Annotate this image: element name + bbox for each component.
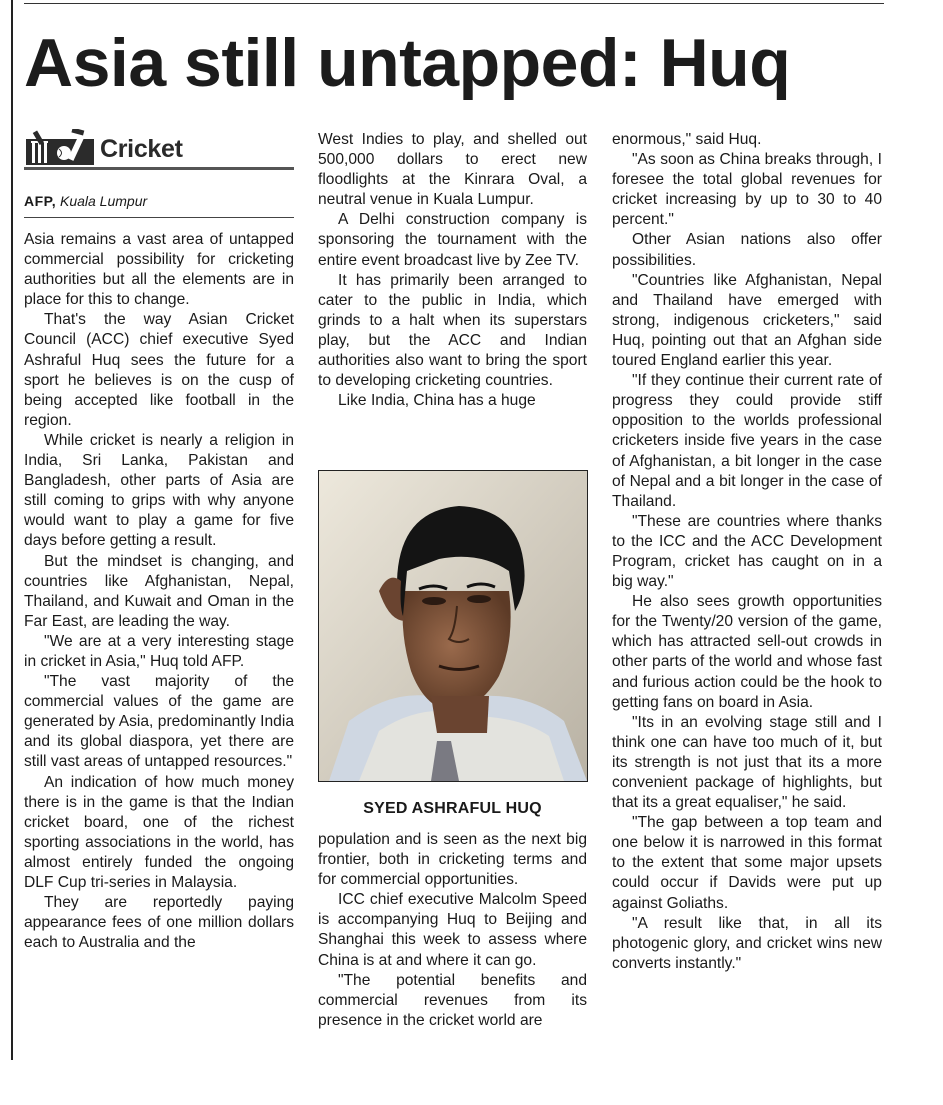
paragraph: ICC chief executive Malcolm Speed is accompanying Huq to Beijing and Shanghai this week to assess where China is at and where it can go.	[318, 891, 587, 969]
section-label: Cricket	[100, 135, 183, 163]
top-rule	[24, 3, 884, 4]
paragraph: But the mindset is changing, and countries like Afghanistan, Nepal, Thailand, and Kuwait and Oman in the Far East, are leading the way.	[24, 552, 294, 630]
dateline-rule	[24, 217, 294, 218]
cricket-bat-ball-stumps-icon	[26, 129, 96, 167]
paragraph: "These are countries where thanks to the ICC and the ACC Development Program, cricket has caught on in a big way."	[612, 512, 882, 591]
paragraph: An indication of how much money there is in the game is that the Indian cricket board, one of the richest sporting associations in the world, has almost entirely funded the ongoing DLF Cup tri-series in Malaysia.	[24, 773, 294, 891]
paragraph: "A result like that, in all its photogenic glory, and cricket wins new converts instantly."	[612, 914, 882, 972]
paragraph: It has primarily been arranged to cater to the public in India, which grinds to a halt when its superstars play, but the ACC and Indian authorities also want to bring the sport to developing cricketing countries.	[318, 271, 587, 390]
paragraph: "As soon as China breaks through, I foresee the total global revenues for cricket increasing by up to 30 to 40 percent."	[612, 151, 882, 229]
paragraph: "The potential benefits and commercial revenues from its presence in the cricket world are	[318, 971, 587, 1029]
article-column-3	[612, 130, 882, 974]
section-header	[24, 127, 294, 169]
paragraph: enormous," said Huq.	[612, 131, 762, 148]
paragraph: They are reportedly paying appearance fees of one million dollars each to Australia and the	[24, 894, 294, 952]
paragraph: "Its in an evolving stage still and I think one can have too much of it, but its strength is not just that its a more convenient package of highlights, but that its a great equaliser," he said.	[612, 713, 882, 812]
article-column-1	[24, 230, 294, 953]
paragraph: "Countries like Afghanistan, Nepal and Thailand have emerged with strong, indigenous cricketers," said Huq, pointing out that an Afghan side toured England earlier this year.	[612, 271, 882, 370]
paragraph: "The gap between a top team and one below it is narrowed in this format to the extent that some major upsets could occur if Davids were put up against Goliaths.	[612, 814, 882, 912]
paragraph: Like India, China has a huge	[338, 392, 536, 410]
paragraph: population and is seen as the next big frontier, both in cricketing terms and for commercial opportunities.	[318, 831, 587, 889]
paragraph: Asia remains a vast area of untapped commercial possibility for cricketing authorities but all the elements are in place for this to change.	[24, 231, 294, 309]
paragraph: He also sees growth opportunities for the Twenty/20 version of the game, which has attracted sell-out crowds in other parts of the world and whose fast and furious action could be the hook to getting fans on board in Asia.	[612, 593, 882, 711]
paragraph: That's the way Asian Cricket Council (ACC) chief executive Syed Ashraful Huq sees the future for a sport he believes is on the cusp of being accepted like football in the region.	[24, 311, 294, 429]
dateline-source: AFP,	[24, 193, 57, 209]
headline: Asia still untapped: Huq	[24, 25, 791, 101]
paragraph: A Delhi construction company is sponsoring the tournament with the entire event broadcast live by Zee TV.	[318, 211, 587, 269]
section-rule	[24, 167, 294, 170]
left-margin-rule	[11, 0, 13, 1060]
paragraph: Other Asian nations also offer possibilities.	[612, 231, 882, 269]
article-column-2-top	[318, 130, 587, 411]
dateline-place: Kuala Lumpur	[59, 193, 148, 209]
article-column-2-bottom	[318, 830, 587, 1031]
paragraph: "If they continue their current rate of progress they could provide stiff opposition to the worlds professional cricketers inside five years in the case of Afghanistan, a bit longer in the case of Nepal and a bit longer in the case of Thailand.	[612, 372, 882, 510]
paragraph: While cricket is nearly a religion in India, Sri Lanka, Pakistan and Bangladesh, other parts of Asia are still coming to grips with why anyone would want to play a game for five days before getting a result.	[24, 431, 294, 550]
portrait-photo	[318, 470, 588, 782]
paragraph: West Indies to play, and shelled out 500,000 dollars to erect new floodlights at the Kinrara Oval, a neutral venue in Kuala Lumpur.	[318, 131, 587, 209]
paragraph: "We are at a very interesting stage in cricket in Asia," Huq told AFP.	[24, 632, 294, 670]
photo-caption: SYED ASHRAFUL HUQ	[363, 800, 542, 817]
dateline	[24, 193, 147, 209]
paragraph: "The vast majority of the commercial values of the game are generated by Asia, predominantly India and its global diaspora, yet there are still vast areas of untapped resources."	[24, 673, 294, 771]
